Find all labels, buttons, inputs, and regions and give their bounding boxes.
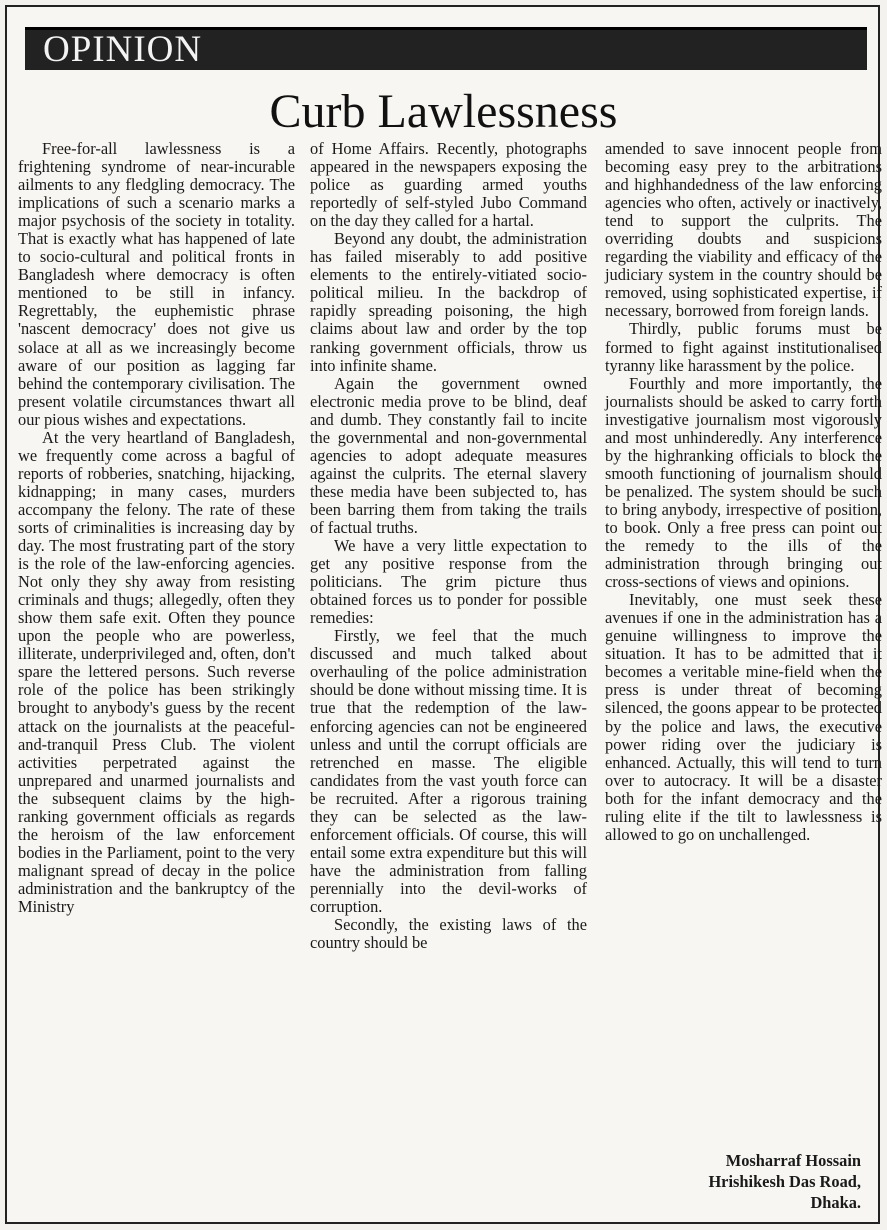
paragraph: Inevitably, one must seek these avenues if one in the administration has a genuine willingness to improve the situation. It has to be admitted that it becomes a veritable mine-field when the press is under threat of becoming silenced, the goons appear to be protected by the police and laws, the executive power riding over the judiciary is enhanced. Actually, this will tend to turn over to autocracy. It will be a disaster both for the infant democracy and the ruling elite if the tilt to lawlessness is allowed to go on unchallenged. [605, 590, 882, 844]
author-name: Mosharraf Hossain [725, 1151, 861, 1170]
author-signature [708, 1150, 861, 1213]
section-banner [25, 27, 867, 70]
column-3 [605, 140, 882, 844]
column-2 [310, 140, 587, 952]
paragraph: amended to save innocent people from becoming easy prey to the arbitrations and highhandedness of the law enforcing agencies who often, actively or inactively, tend to support the culprits. The overriding doubts and suspicions regarding the viability and efficacy of the judiciary system in the country should be removed, using sophisticated expertise, if necessary, borrowed from foreign lands. [605, 139, 882, 321]
paragraph: Firstly, we feel that the much discussed and much talked about overhauling of the police administration should be done without missing time. It is true that the redemption of the law-enforcing agencies can not be engineered unless and until the corrupt officials are retrenched en masse. The eligible candidates from the vast youth force can be recruited. After a rigorous training they can be selected as the law-enforcement officials. Of course, this will entail some extra expenditure but this will have the administration from falling perennially into the devil-works of corruption. [310, 626, 587, 916]
column-1 [18, 140, 295, 916]
author-address: Hrishikesh Das Road, [708, 1172, 861, 1191]
paragraph: At the very heartland of Bangladesh, we frequently come across a bagful of reports of robberies, snatching, hijacking, kidnapping; in many cases, murders accompany the felony. The rate of these sorts of criminalities is increasing day by day. The most frustrating part of the story is the role of the law-enforcing agencies. Not only they shy away from resisting criminals and thugs; allegedly, often they show them safe exit. Often they pounce upon the people who are powerless, illiterate, underprivileged and, often, don't spare the lettered persons. Such reverse role of the police has been strikingly brought to anybody's guess by the recent attack on the journalists at the peaceful-and-tranquil Press Club. The violent activities perpetrated against the unprepared and unarmed journalists and the subsequent claims by the high-ranking government officials as regards the heroism of the law enforcement bodies in the Parliament, point to the very malignant spread of decay in the police administration and the bankruptcy of the Ministry [18, 427, 295, 916]
section-label: OPINION [43, 29, 203, 70]
author-city: Dhaka. [810, 1193, 861, 1212]
paragraph: Secondly, the existing laws of the country should be [310, 915, 587, 953]
paragraph: Beyond any doubt, the administration has failed miserably to add positive elements to the entirely-vitiated socio-political milieu. In the backdrop of rapidly spreading poisoning, the high claims about law and order by the top ranking government officials, throw us into infinite shame. [310, 229, 587, 375]
paragraph: Free-for-all lawlessness is a frightening syndrome of near-incurable ailments to any fledgling democracy. The implications of such a scenario marks a major psychosis of the society in totality. That is exactly what has happened of late to socio-cultural and political fronts in Bangladesh where democracy is often mentioned to be still in infancy. Regrettably, the euphemistic phrase 'nascent democracy' does not give us solace at all as we increasingly become aware of our position as lagging far behind the contemporary civilisation. The present volatile circumstances thwart all our pious wishes and expectations. [18, 139, 295, 429]
paragraph: Thirdly, public forums must be formed to fight against institutionalised tyranny like harassment by the police. [605, 319, 882, 375]
headline: Curb Lawlessness [269, 85, 618, 138]
paragraph: Again the government owned electronic media prove to be blind, deaf and dumb. They constantly fail to incite the governmental and non-governmental agencies to adopt adequate measures against the culprits. The eternal slavery these media have been subjected to, has been barring them from taking the trails of factual truths. [310, 373, 587, 537]
paragraph: of Home Affairs. Recently, photographs appeared in the newspapers exposing the police as guarding armed youths reportedly of self-styled Jubo Command on the day they called for a hartal. [310, 139, 587, 231]
paragraph: We have a very little expectation to get any positive response from the politicians. The grim picture thus obtained forces us to ponder for possible remedies: [310, 536, 587, 628]
paragraph: Fourthly and more importantly, the journalists should be asked to carry forth investigative journalism most vigorously and most unhinderedly. Any interference by the highranking officials to block the smooth functioning of journalism should be penalized. The system should be such to bring anybody, irrespective of position, to book. Only a free press can point out the remedy to the ills of the administration through bringing out cross-sections of views and opinions. [605, 373, 882, 592]
